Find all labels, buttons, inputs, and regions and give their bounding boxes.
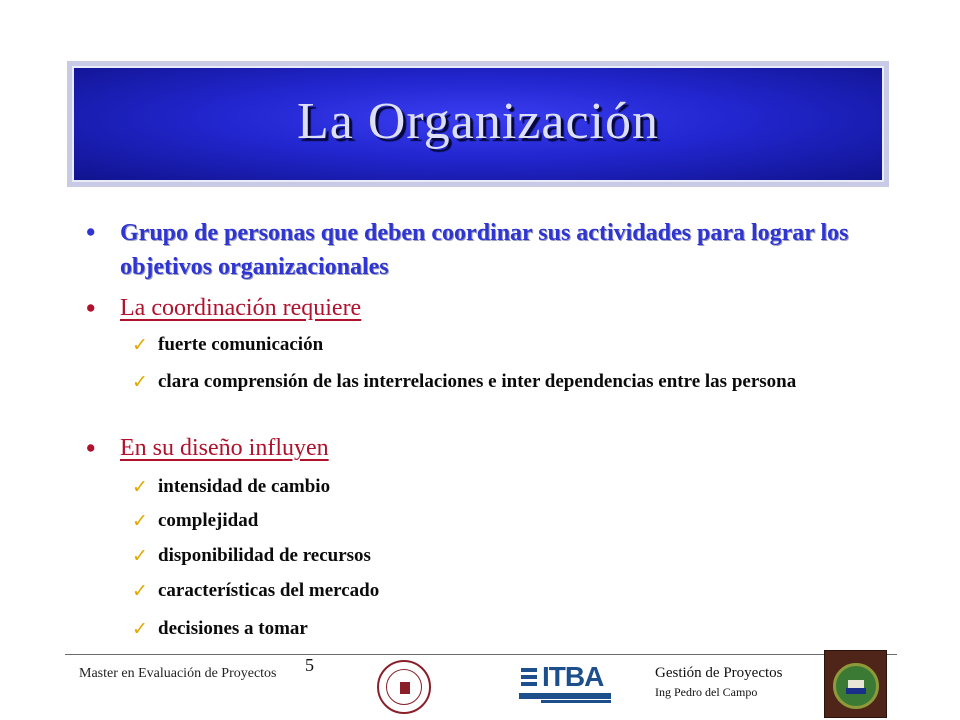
footer-divider bbox=[65, 654, 897, 655]
bullet-icon: • bbox=[86, 433, 96, 463]
sub-list-item bbox=[132, 474, 918, 501]
itba-mark-icon bbox=[519, 666, 539, 688]
sub-item-text: disponibilidad de recursos bbox=[158, 545, 371, 566]
sub-item-text: decisiones a tomar bbox=[158, 618, 308, 639]
badge-bar bbox=[846, 688, 866, 694]
seal-ring bbox=[386, 669, 422, 705]
bullet-icon: • bbox=[86, 293, 96, 323]
sub-list-item bbox=[132, 616, 918, 643]
bullet-item bbox=[86, 432, 329, 464]
sub-list-item bbox=[132, 369, 888, 396]
itba-logo bbox=[519, 662, 609, 704]
bullet-item bbox=[86, 216, 886, 284]
check-icon: ✓ bbox=[132, 371, 148, 393]
footer-program: Master en Evaluación de Proyectos bbox=[79, 666, 277, 681]
itba-logo-text: ITBA bbox=[542, 661, 604, 692]
sub-list-item bbox=[132, 332, 918, 359]
bullet-item bbox=[86, 292, 361, 324]
footer-author: Ing Pedro del Campo bbox=[655, 685, 758, 699]
check-icon: ✓ bbox=[132, 334, 148, 356]
sub-item-text: intensidad de cambio bbox=[158, 476, 331, 497]
check-icon: ✓ bbox=[132, 510, 148, 532]
seal-emblem bbox=[400, 682, 410, 694]
sub-item-text: complejidad bbox=[158, 510, 259, 531]
check-icon: ✓ bbox=[132, 545, 148, 567]
slide-title: La Organización bbox=[297, 92, 659, 150]
sub-item-text: clara comprensión de las interrelaciones e inter dependencias entre las persona bbox=[158, 371, 797, 392]
check-icon: ✓ bbox=[132, 580, 148, 602]
bullet-text: En su diseño influyen bbox=[120, 435, 329, 461]
check-icon: ✓ bbox=[132, 476, 148, 498]
sub-list-item bbox=[132, 543, 918, 570]
page-number: 5 bbox=[305, 655, 314, 675]
badge-circle bbox=[833, 663, 879, 709]
check-icon: ✓ bbox=[132, 618, 148, 640]
itba-logo-subband bbox=[541, 700, 611, 703]
sub-list-item bbox=[132, 578, 918, 605]
sub-list-item bbox=[132, 508, 918, 535]
bullet-text: La coordinación requiere bbox=[120, 295, 362, 321]
bullet-text: Grupo de personas que deben coordinar sus actividades para lograr los objetivos organizacionales bbox=[120, 220, 849, 280]
course-badge-image bbox=[824, 650, 887, 718]
university-seal-logo bbox=[377, 660, 431, 714]
sub-item-text: fuerte comunicación bbox=[158, 334, 324, 355]
footer-course: Gestión de Proyectos bbox=[655, 665, 783, 681]
bullet-icon: • bbox=[86, 217, 96, 247]
footer-course-info bbox=[655, 663, 825, 701]
itba-logo-band bbox=[519, 693, 611, 699]
sub-item-text: características del mercado bbox=[158, 580, 380, 601]
